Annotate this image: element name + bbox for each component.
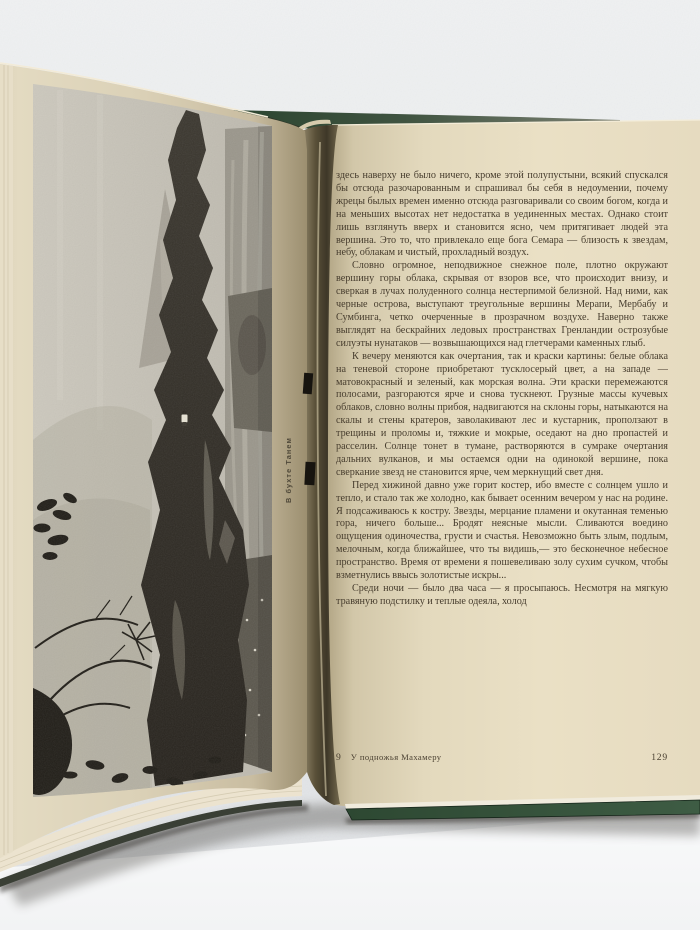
page-number: 129 bbox=[651, 752, 668, 763]
running-title: У подножья Махамеру bbox=[350, 752, 442, 762]
gutter-dark-tab bbox=[303, 373, 313, 395]
photo-plate bbox=[33, 84, 272, 797]
right-page-text bbox=[336, 170, 668, 609]
gutter-dark-tab bbox=[304, 462, 315, 485]
signature-number: 9 bbox=[336, 752, 341, 763]
photo-caption: В бухте Танем bbox=[284, 437, 293, 503]
paragraph: здесь наверху не было ничего, кроме этой полупустыни, всякий спускался бы отсюда разочарованным и спрашивал бы себя в недоумении, почему жрецы былых времен именно отсюда разговаривали со своим богом, когда и на меньших высотах нет недостатка в уединенных местах. Однако стоит лишь взглянуть вверх и становится ясно, чем притягивает людей эта вершина. Это то, что привлекало еще бога Семара — близость к звездам, небу, облакам и чистый, прохладный воздух. bbox=[336, 170, 668, 259]
paragraph: Перед хижиной давно уже горит костер, ибо вместе с солнцем ушло и тепло, и стало так же холодно, как бывает осенним вечером у нас на родине. Я подсаживаюсь к костру. Звезды, мерцание пламени и окутанная теменью гора, ничего больше... Бродят неясные мысли. Сливаются воедино ощущения одиночества, грусти и счастья. Невозможно быть злым, подлым, мелочным, когда ближайшее, что ты видишь,— это бесконечное небесное пространство. Время от времени я пошевеливаю золу сухим сучком, чтобы взметнулись ввысь золотистые искры... bbox=[336, 479, 668, 582]
paragraph: К вечеру меняются как очертания, так и краски картины: белые облака на теневой стороне приобретают тусклосерый цвет, а на западе — матовокрасный и зеленый, как морская волна. Эти краски перемежаются полосами, разгораются ярче и снова тускнеют. Грузные массы кучевых облаков, словно волны прибоя, надвигаются на склоны горы, натыкаются на скалы и стены кратеров, заволакивают лес и кустарник, проползают в трещины и проломы и, тяжкие и мокрые, оседают на дно пропастей и расселин. Солнце тонет в тумане, растворяются в сумраке очертания дальних вулканов, и мы остаемся одни на одинокой вершине, пока сверкание звезд не становится ярче, чем меркнущий свет дня. bbox=[336, 350, 668, 478]
paragraph: Среди ночи — было два часа — я просыпаюсь. Несмотря на мягкую травяную подстилку и теплые одеяла, холод bbox=[336, 583, 668, 607]
page-footer bbox=[336, 752, 668, 763]
paragraph: Словно огромное, неподвижное снежное поле, плотно окружают вершину горы облака, скрывая от взоров все, что происходит внизу, и сверкая в лучах полуденного солнца нестерпимой белизной. Над ними, как черные острова, выступают треугольные вершины Мерапи, Мербабу и Сумбинга, четко очерченные в прозрачном воздухе. Наверно также выглядят на бескрайних ледовых пространствах Гренландии острозубые силуэты нунатаков — возвышающихся над глетчерами каменных глыб. bbox=[336, 260, 668, 349]
